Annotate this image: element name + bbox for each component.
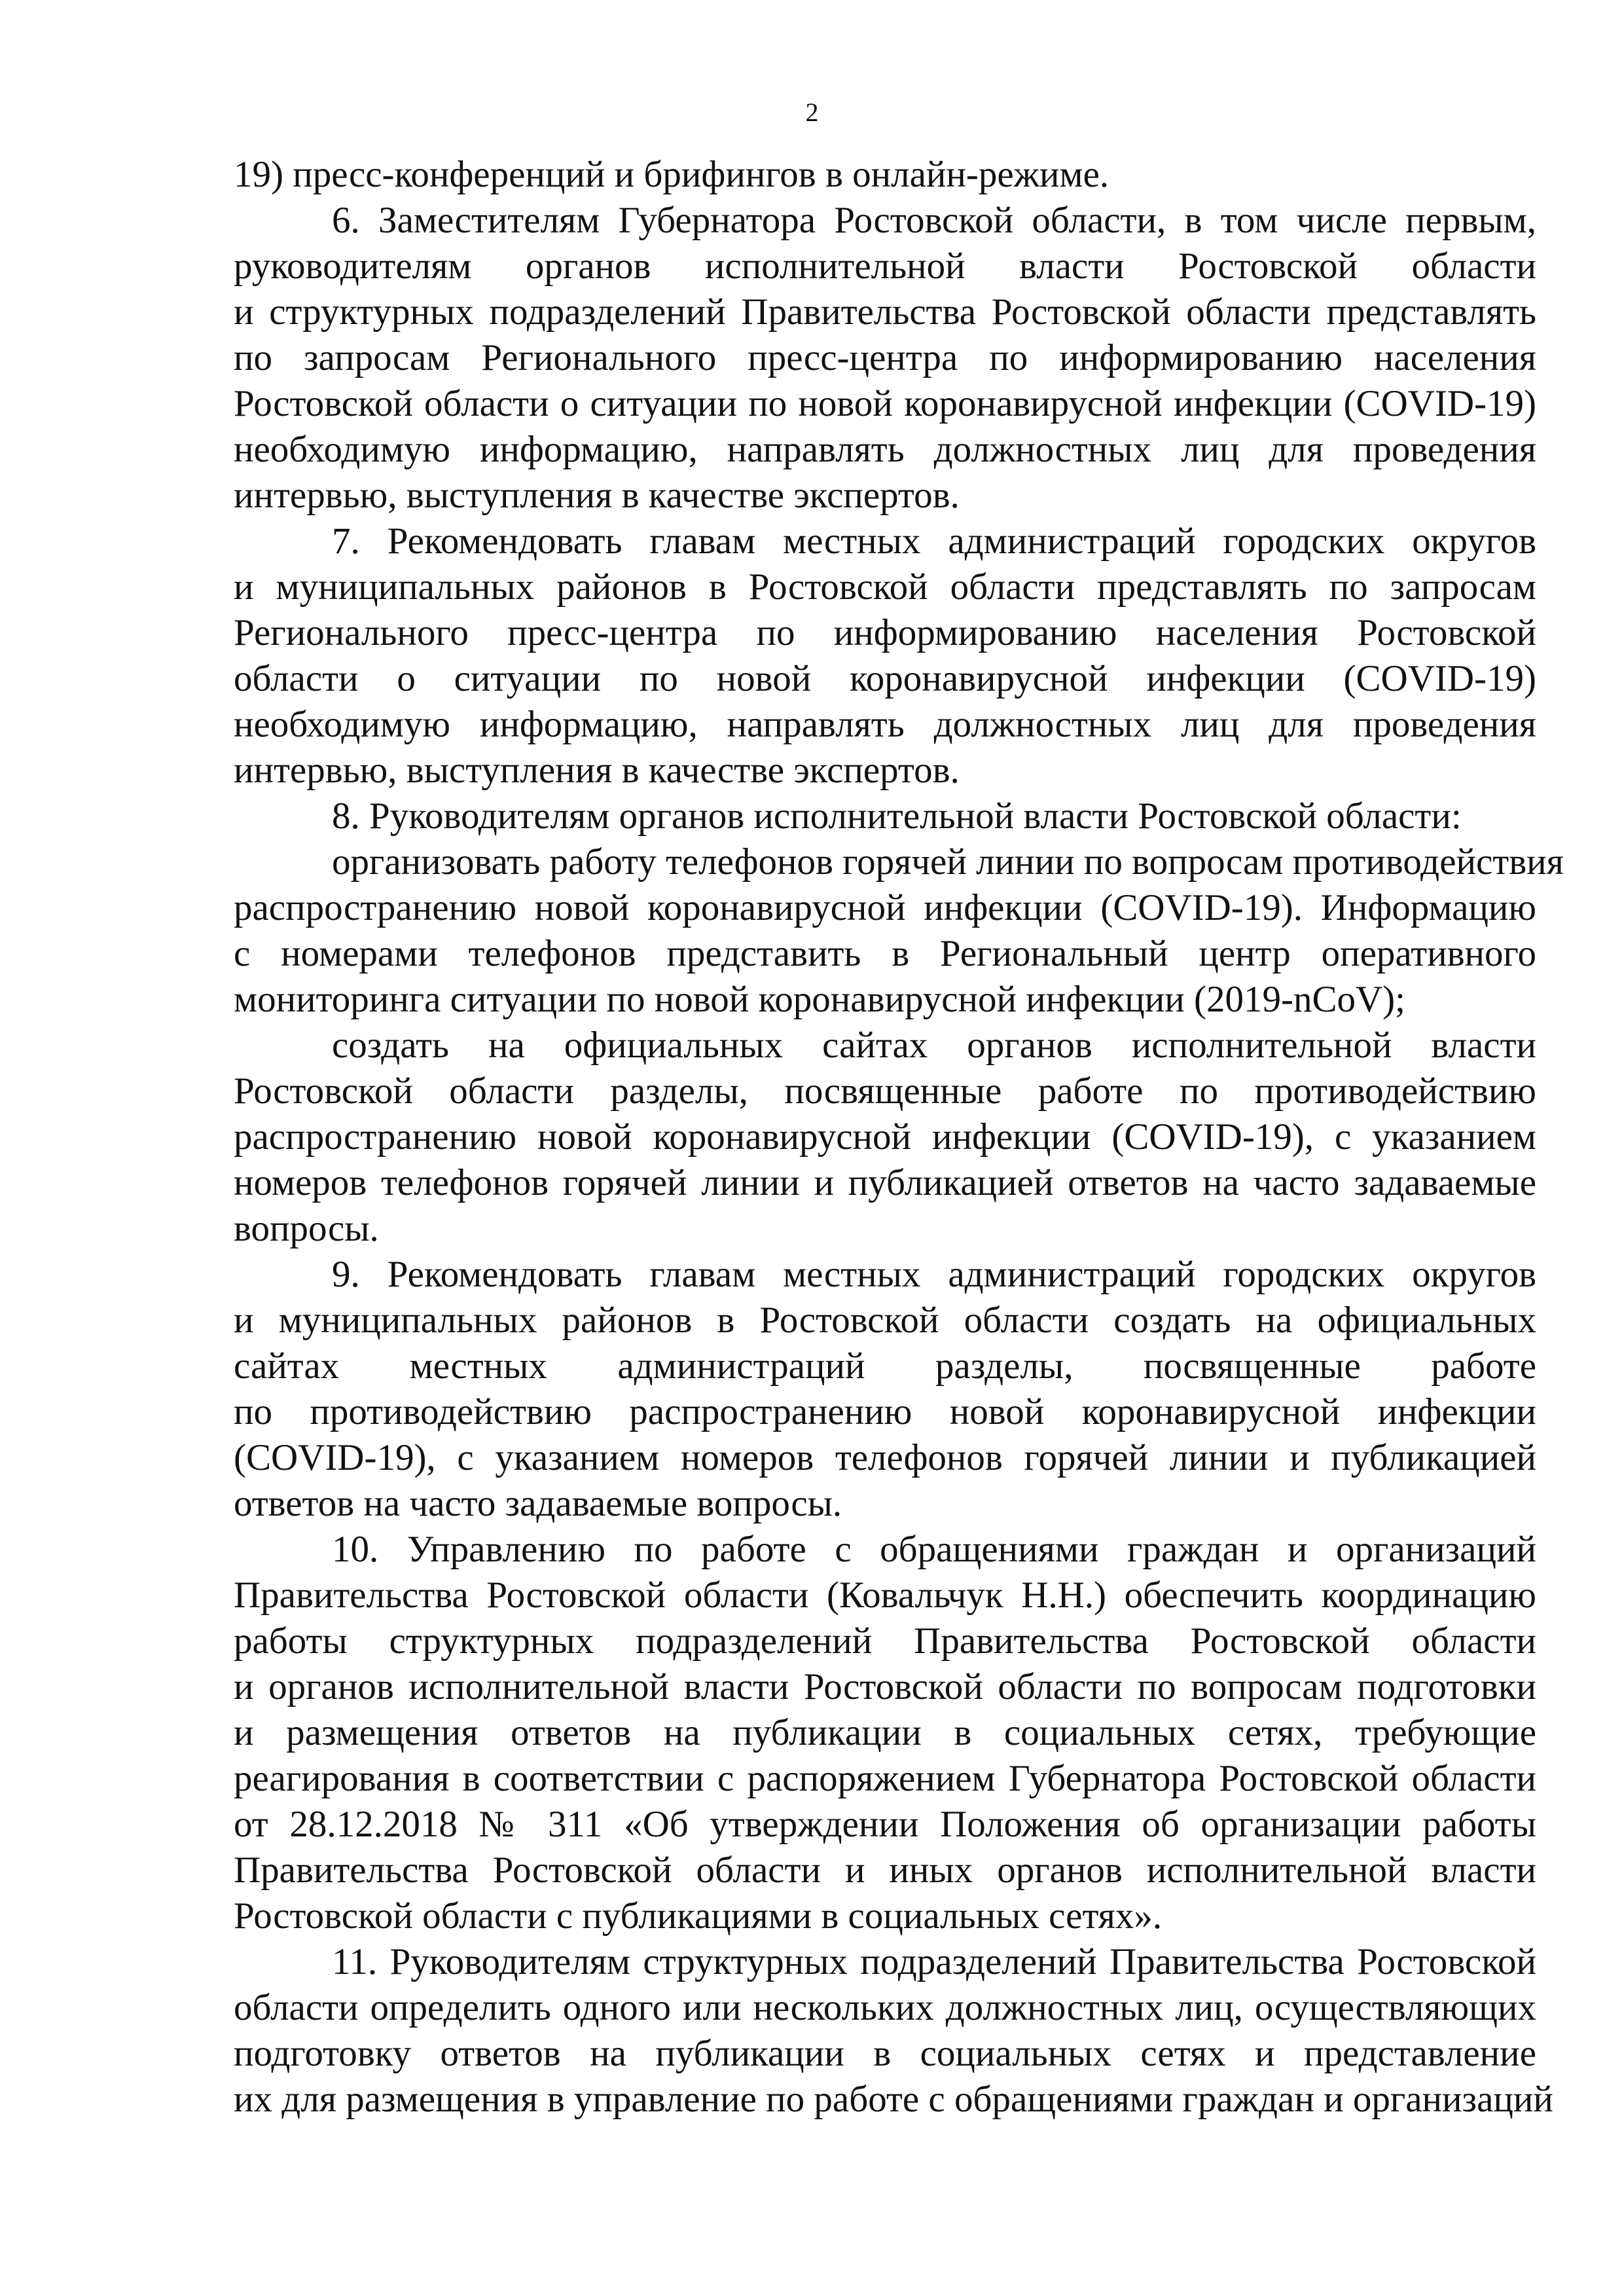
text-line: организовать работу телефонов горячей линии по вопросам противодействия bbox=[332, 841, 1564, 883]
text-line: 19) пресс-конференций и брифингов в онлайн-режиме. bbox=[234, 154, 1110, 195]
text-line: и структурных подразделений Правительства Ростовской области представлять bbox=[234, 291, 1536, 333]
text-line: Регионального пресс-центра по информированию населения Ростовской bbox=[234, 612, 1536, 653]
text-line: Ростовской области о ситуации по новой коронавирусной инфекции (COVID-19) bbox=[234, 383, 1536, 424]
text-line: Ростовской области с публикациями в социальных сетях». bbox=[234, 1895, 1163, 1937]
text-line: необходимую информацию, направлять должностных лиц для проведения bbox=[234, 429, 1536, 470]
text-line: и органов исполнительной власти Ростовской области по вопросам подготовки bbox=[234, 1666, 1536, 1707]
text-line: распространению новой коронавирусной инфекции (COVID-19), с указанием bbox=[234, 1116, 1536, 1157]
text-line: необходимую информацию, направлять должностных лиц для проведения bbox=[234, 704, 1536, 745]
text-line: интервью, выступления в качестве экспертов. bbox=[234, 475, 960, 516]
document-body bbox=[234, 152, 1564, 2123]
text-line: номеров телефонов горячей линии и публикацией ответов на часто задаваемые bbox=[234, 1162, 1536, 1203]
text-line: ответов на часто задаваемые вопросы. bbox=[234, 1483, 842, 1524]
text-line: и муниципальных районов в Ростовской области представлять по запросам bbox=[234, 566, 1536, 608]
text-line: 9. Рекомендовать главам местных администраций городских округов bbox=[332, 1254, 1536, 1295]
text-line: (COVID-19), с указанием номеров телефонов горячей линии и публикацией bbox=[234, 1437, 1536, 1478]
text-line: 6. Заместителям Губернатора Ростовской области, в том числе первым, bbox=[332, 200, 1536, 241]
text-line: сайтах местных администраций разделы, посвященные работе bbox=[234, 1345, 1536, 1387]
page-number: 2 bbox=[805, 98, 819, 127]
text-line: их для размещения в управление по работе с обращениями граждан и организаций bbox=[234, 2079, 1553, 2120]
text-line: и размещения ответов на публикации в социальных сетях, требующие bbox=[234, 1712, 1536, 1753]
text-line: с номерами телефонов представить в Региональный центр оперативного bbox=[234, 933, 1536, 974]
text-line: вопросы. bbox=[234, 1208, 379, 1249]
text-line: области о ситуации по новой коронавирусной инфекции (COVID-19) bbox=[234, 658, 1536, 699]
text-line: реагирования в соответствии с распоряжением Губернатора Ростовской области bbox=[234, 1758, 1536, 1799]
text-line: 7. Рекомендовать главам местных администраций городских округов bbox=[332, 520, 1536, 562]
text-line: области определить одного или нескольких должностных лиц, осуществляющих bbox=[234, 1987, 1536, 2028]
text-line: распространению новой коронавирусной инфекции (COVID-19). Информацию bbox=[234, 887, 1536, 928]
text-line: 11. Руководителям структурных подразделений Правительства Ростовской bbox=[332, 1941, 1536, 1982]
text-line: по противодействию распространению новой коронавирусной инфекции bbox=[234, 1391, 1536, 1432]
text-line: работы структурных подразделений Правительства Ростовской области bbox=[234, 1620, 1536, 1662]
text-line: Ростовской области разделы, посвященные работе по противодействию bbox=[234, 1070, 1536, 1112]
text-line: руководителям органов исполнительной власти Ростовской области bbox=[234, 246, 1536, 287]
text-line: 8. Руководителям органов исполнительной власти Ростовской области: bbox=[332, 795, 1462, 837]
text-line: мониторинга ситуации по новой коронавирусной инфекции (2019-nCoV); bbox=[234, 979, 1405, 1020]
text-line: интервью, выступления в качестве экспертов. bbox=[234, 750, 960, 791]
text-line: Правительства Ростовской области и иных органов исполнительной власти bbox=[234, 1850, 1536, 1891]
text-line: и муниципальных районов в Ростовской области создать на официальных bbox=[234, 1300, 1536, 1341]
text-line: подготовку ответов на публикации в социальных сетях и представление bbox=[234, 2033, 1536, 2074]
text-line: по запросам Регионального пресс-центра по информированию населения bbox=[234, 337, 1536, 378]
text-line: Правительства Ростовской области (Ковальчук Н.Н.) обеспечить координацию bbox=[234, 1575, 1536, 1616]
text-line: 10. Управлению по работе с обращениями граждан и организаций bbox=[332, 1529, 1536, 1570]
text-line: от 28.12.2018 № 311 «Об утверждении Положения об организации работы bbox=[234, 1804, 1536, 1845]
text-line: создать на официальных сайтах органов исполнительной власти bbox=[332, 1025, 1536, 1066]
